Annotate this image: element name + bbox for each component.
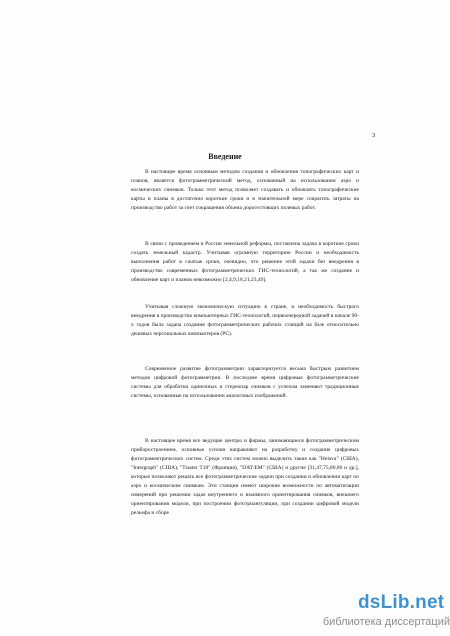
watermark-subtitle: библиотека диссертаций bbox=[322, 616, 450, 628]
paragraph-5 bbox=[131, 437, 359, 524]
paragraph-3 bbox=[131, 303, 359, 345]
paragraph-text: Учитывая сложную экономическую ситуацию в стране, и необходимость быстрого внедрения в производство компьютерных ГИС-технологий, первоочередной задачей в начале 90-х годов была задача создания фотограмметрических рабочих станций на базе относительно дешевых персональных компьютеров (PC). bbox=[131, 304, 359, 337]
paragraph-text: В настоящее время все ведущие центры и фирмы, занимающиеся фотограмметрическим приборостроением, основные усилия направляют на разработку и создание цифровых фотограмметрических систем. Среди этих систем можно выделить такие как "Helava" (США), "Intergraph" (США), "Traster T10" (Франция), "DAT/EM" (США) и другие [31,47,75,80,86 и др.], которые позволяют решать все фотограмметрические задачи при создании и обновлении карт по аэро и космическим снимкам. Эти станции имеют широкие возможности по автоматизации измерений при решении задач внутреннего и взаимного ориентирования снимков, внешнего ориентирования модели, при построении фототриангуляции, при создании цифровой модели рельефа и сборе bbox=[131, 438, 359, 516]
watermark-logo bbox=[358, 592, 444, 614]
paragraph-2 bbox=[131, 240, 359, 291]
paragraph-text: В связи с проведением в России земельной реформы, поставлена задача в короткие сроки создать земельный кадастр. Учитывая огромную территорию России и необходимость выполнения работ в сжатые сроки, очевидно, что решение этой задачи без внедрения в производство современных фотограмметрических ГИС-технологий, а так же создание и обновление карт и планов невозможно [2,4,9,18,21,23,49]. bbox=[131, 241, 359, 283]
paragraph-text: В настоящее время основным методом создания и обновления топографических карт и планов, является фотограмметрический метод, основанный на использовании аэро и космических снимков. Только этот метод позволяет создавать и обновлять топографические карты и планы в достаточно короткие сроки и в значительной мере сократить затраты на производство работ за счет сокращения объема дорогостоящих полевых работ. bbox=[131, 169, 359, 211]
page-title: Введение bbox=[208, 152, 242, 161]
watermark-logo-tld: .net bbox=[409, 592, 445, 613]
paragraph-1 bbox=[131, 168, 359, 219]
page-number: 3 bbox=[372, 132, 376, 139]
paragraph-text: Современное развитие фотограмметрии характеризуется весьма быстрым развитием методов цифровой фотограмметрии. В последнее время цифровые фотограмметрические системы для обработки одиночных и стереопар снимков с успехом заменяют традиционные системы, основанные на использовании аналоговых изображений. bbox=[131, 366, 359, 399]
paragraph-4 bbox=[131, 365, 359, 407]
dslib-watermark bbox=[296, 592, 450, 636]
watermark-logo-main: dsLib bbox=[358, 592, 410, 613]
